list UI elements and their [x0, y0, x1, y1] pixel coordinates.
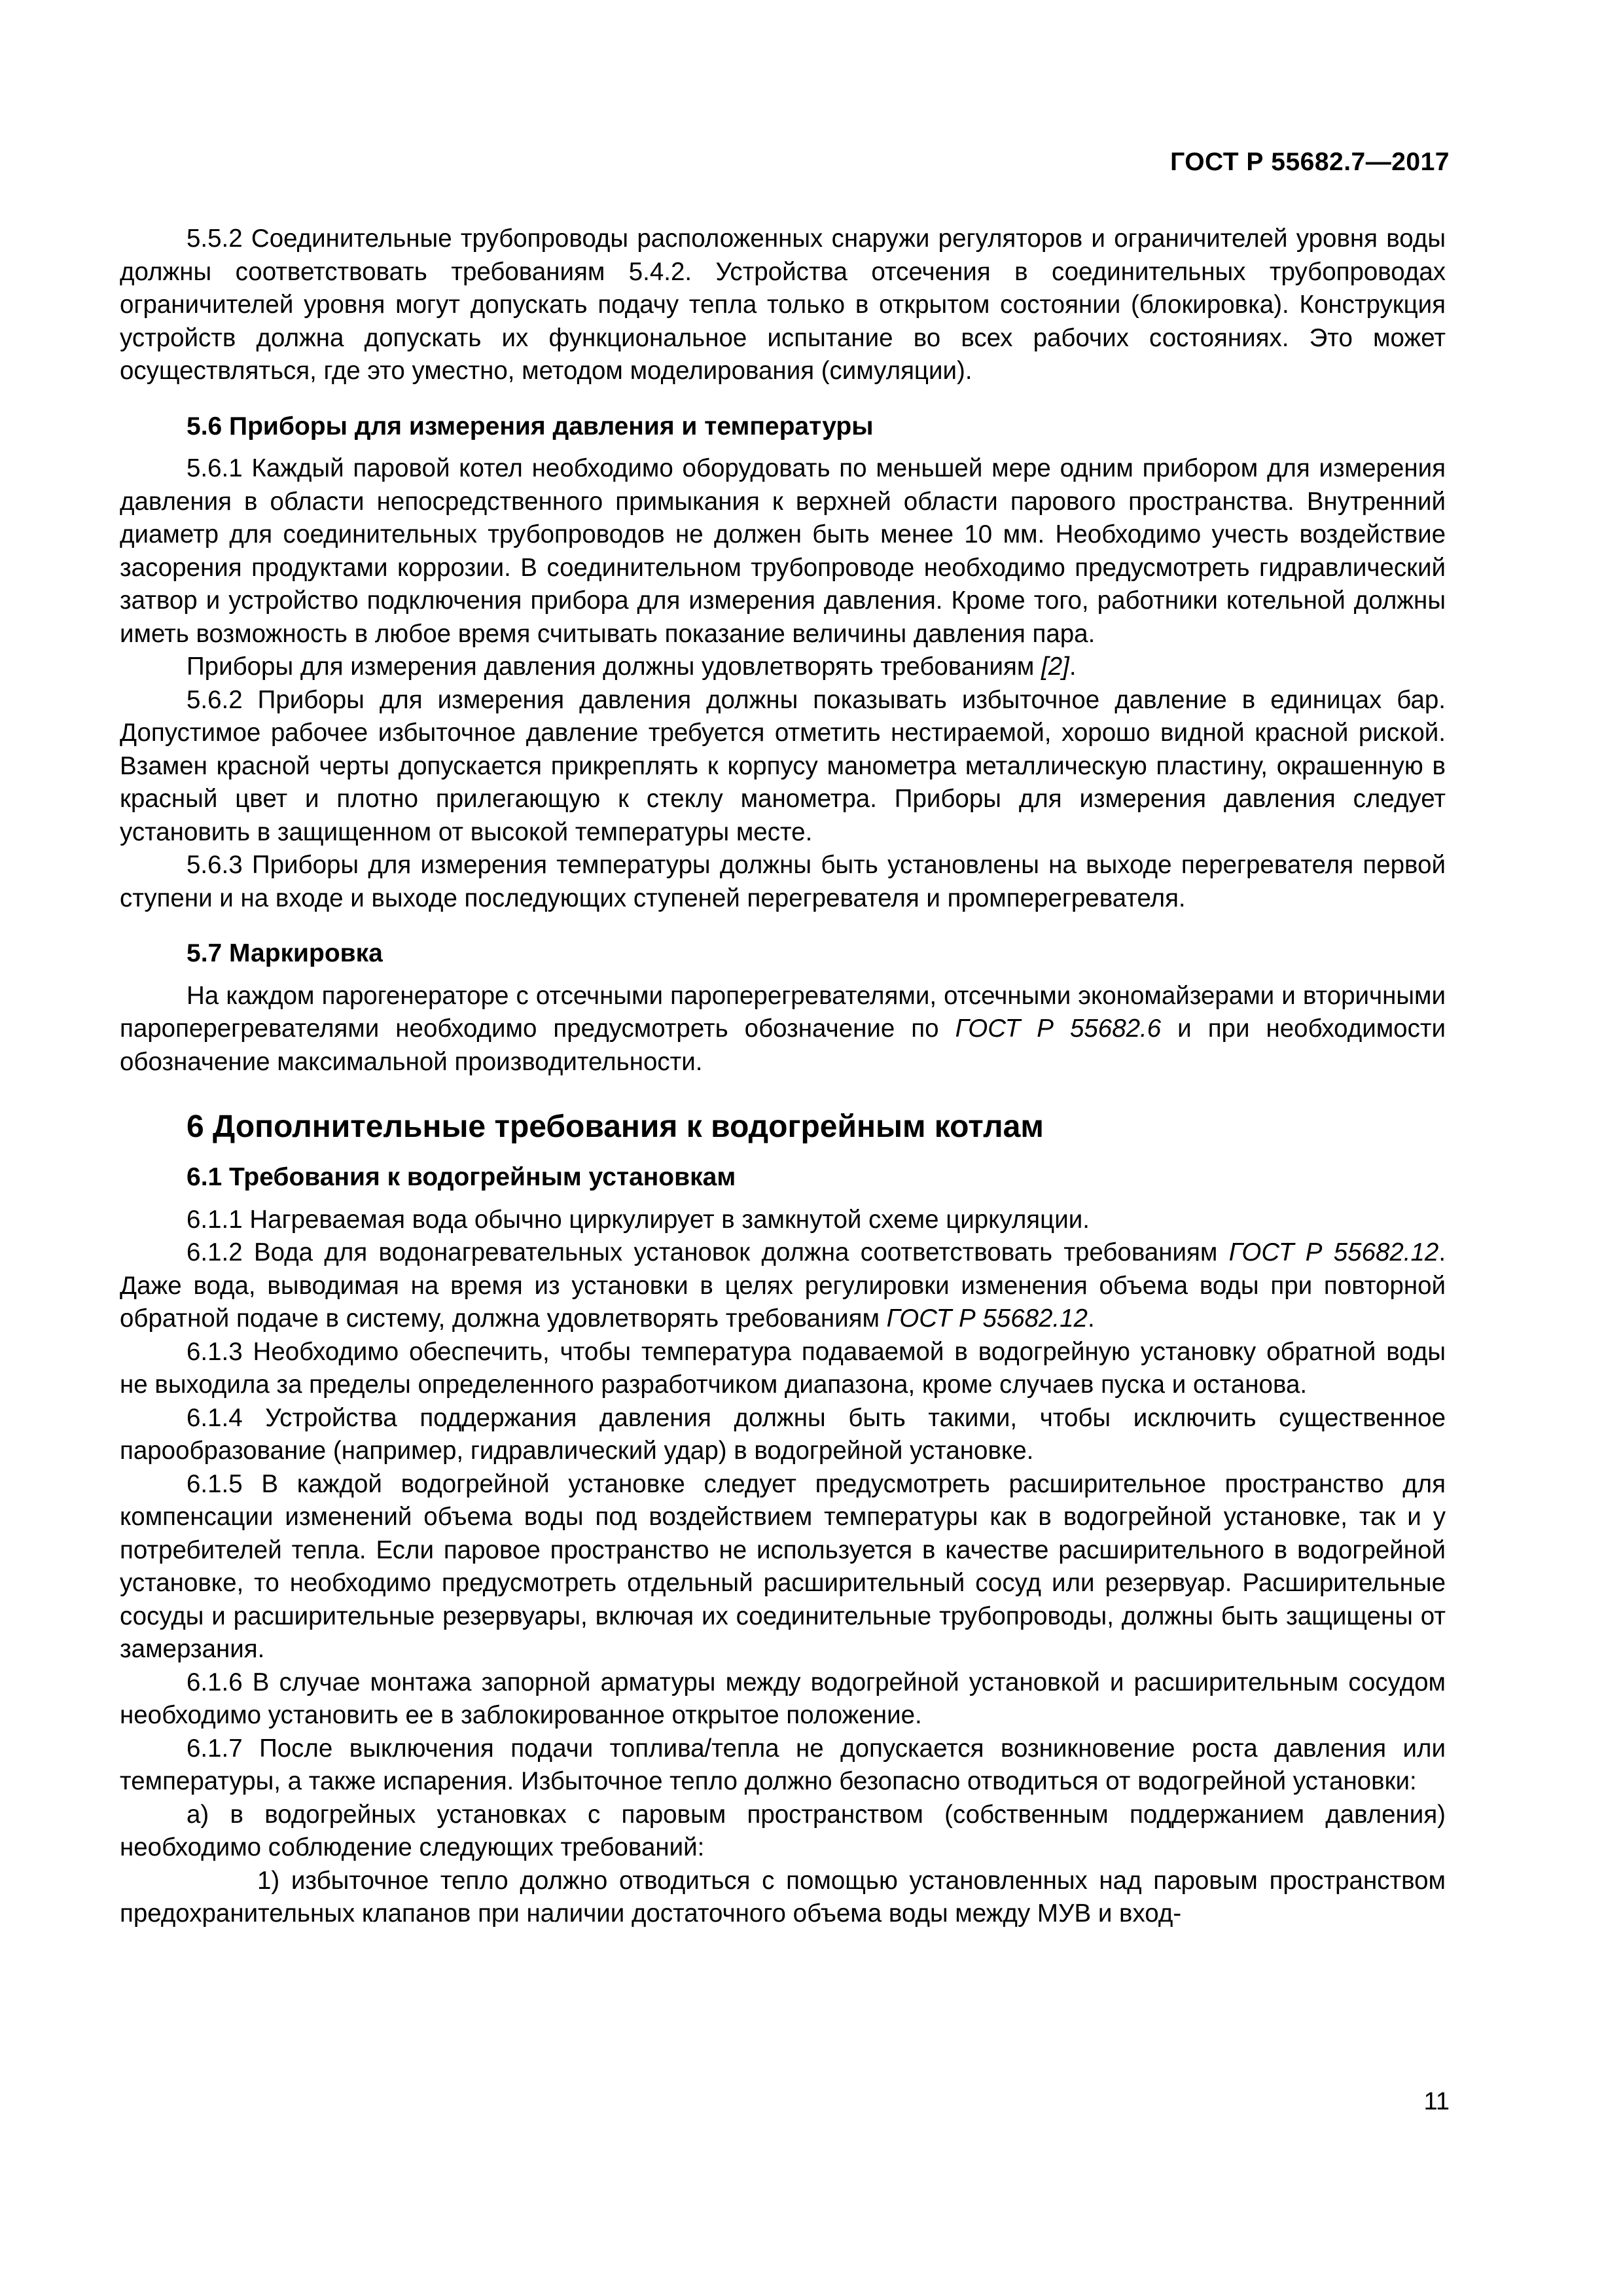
heading-5-6: 5.6 Приборы для измерения давления и температуры [187, 412, 874, 440]
document-body [120, 223, 1446, 1931]
reference-link: ГОСТ Р 55682.12 [886, 1304, 1088, 1333]
heading-5-7: 5.7 Маркировка [187, 939, 383, 967]
paragraph-5-6-2: 5.6.2 Приборы для измерения давления должны показывать избыточное давление в единицах бар. Допустимое рабочее избыточное давление требуется отметить нестираемой, хорошо видной красной риской. Взамен красной черты допускается прикреплять к корпусу манометра металлическую пластину, окрашенную в красный цвет и плотно прилегающую к стеклу манометра. Приборы для измерения давления следует установить в защищенном от высокой температуры месте. [120, 685, 1446, 846]
paragraph-6-1-4: 6.1.4 Устройства поддержания давления должны быть такими, чтобы исключить существенное парообразование (например, гидравлический удар) в водогрейной установке. [120, 1403, 1446, 1465]
document-header-code: ГОСТ Р 55682.7—2017 [1170, 148, 1450, 176]
paragraph-6-1-7: 6.1.7 После выключения подачи топлива/тепла не допускается возникновение роста давления или температуры, а также испарения. Избыточное тепло должно безопасно отводиться от водогрейной установки: [120, 1734, 1446, 1795]
paragraph-5-7 [120, 980, 1446, 1079]
paragraph-6-1-6: 6.1.6 В случае монтажа запорной арматуры между водогрейной установкой и расширительным сосудом необходимо установить ее в заблокированное открытое положение. [120, 1668, 1446, 1729]
heading-6-1: 6.1 Требования к водогрейным установкам [187, 1163, 736, 1191]
paragraph-5-6-3: 5.6.3 Приборы для измерения температуры должны быть установлены на выходе перегревателя первой ступени и на входе и выходе последующих ступеней перегревателя и промперегревателя. [120, 851, 1446, 912]
page-number: 11 [1423, 2088, 1450, 2115]
heading-6: 6 Дополнительные требования к водогрейным котлам [187, 1109, 1044, 1144]
paragraph-6-1-1: 6.1.1 Нагреваемая вода обычно циркулирует в замкнутой схеме циркуляции. [187, 1205, 1090, 1234]
text-fragment: . [1087, 1304, 1095, 1333]
text-fragment: 6.1.2 Вода для водонагревательных установок должна соответствовать требованиям [187, 1238, 1229, 1266]
text-fragment: и при необходимости обозначение максимальной производительности. [120, 1014, 1446, 1076]
reference-link: [2] [1041, 653, 1069, 681]
text-fragment: На каждом парогенераторе с отсечными пароперегревателями, отсечными экономайзерами и вторичными пароперегревателями необходимо предусмотреть обозначение по [120, 981, 1446, 1043]
paragraph-5-6-1-requirements [120, 651, 1446, 684]
paragraph-6-1-2 [120, 1236, 1446, 1336]
list-item-1: 1) избыточное тепло должно отводиться с помощью установленных над паровым пространством предохранительных клапанов при наличии достаточного объема воды между МУВ и вход- [120, 1866, 1446, 1928]
text-fragment: Приборы для измерения давления должны удовлетворять требованиям [187, 653, 1041, 681]
paragraph-5-5-2: 5.5.2 Соединительные трубопроводы расположенных снаружи регуляторов и ограничителей уровня воды должны соответствовать требованиям 5.4.2. Устройства отсечения в соединительных трубопроводах ограничителей уровня могут допускать подачу тепла только в открытом состоянии (блокировка). Конструкция устройств должна допускать их функциональное испытание во всех рабочих состояниях. Это может осуществляться, где это уместно, методом моделирования (симуляции). [120, 224, 1446, 385]
paragraph-6-1-5: 6.1.5 В каждой водогрейной установке следует предусмотреть расширительное пространство для компенсации изменений объема воды под воздействием температуры как в водогрейной установке, так и у потребителей тепла. Если паровое пространство не используется в качестве расширительного в водогрейной установке, то необходимо предусмотреть отдельный расширительный сосуд или резервуар. Расширительные сосуды и расширительные резервуары, включая их соединительные трубопроводы, должны быть защищены от замерзания. [120, 1469, 1446, 1663]
text-fragment: . [1069, 653, 1077, 681]
reference-link: ГОСТ Р 55682.12 [1228, 1238, 1439, 1266]
paragraph-6-1-3: 6.1.3 Необходимо обеспечить, чтобы температура подаваемой в водогрейную установку обратной воды не выходила за пределы определенного разработчиком диапазона, кроме случаев пуска и останова. [120, 1337, 1446, 1399]
text-fragment: . Даже вода, выводимая на время из установки в целях регулировки изменения объема воды при повторной обратной подаче в систему, должна удовлетворять требованиям [120, 1238, 1446, 1333]
paragraph-5-6-1: 5.6.1 Каждый паровой котел необходимо оборудовать по меньшей мере одним прибором для измерения давления в области непосредственного примыкания к верхней области парового пространства. Внутренний диаметр для соединительных трубопроводов не должен быть менее 10 мм. Необходимо учесть воздействие засорения продуктами коррозии. В соединительном трубопроводе необходимо предусмотреть гидравлический затвор и устройство подключения прибора для измерения давления. Кроме того, работники котельной должны иметь возможность в любое время считывать показание величины давления пара. [120, 454, 1446, 648]
list-item-a: а) в водогрейных установках с паровым пространством (собственным поддержанием давления) необходимо соблюдение следующих требований: [120, 1800, 1446, 1861]
reference-link: ГОСТ Р 55682.6 [955, 1014, 1162, 1043]
